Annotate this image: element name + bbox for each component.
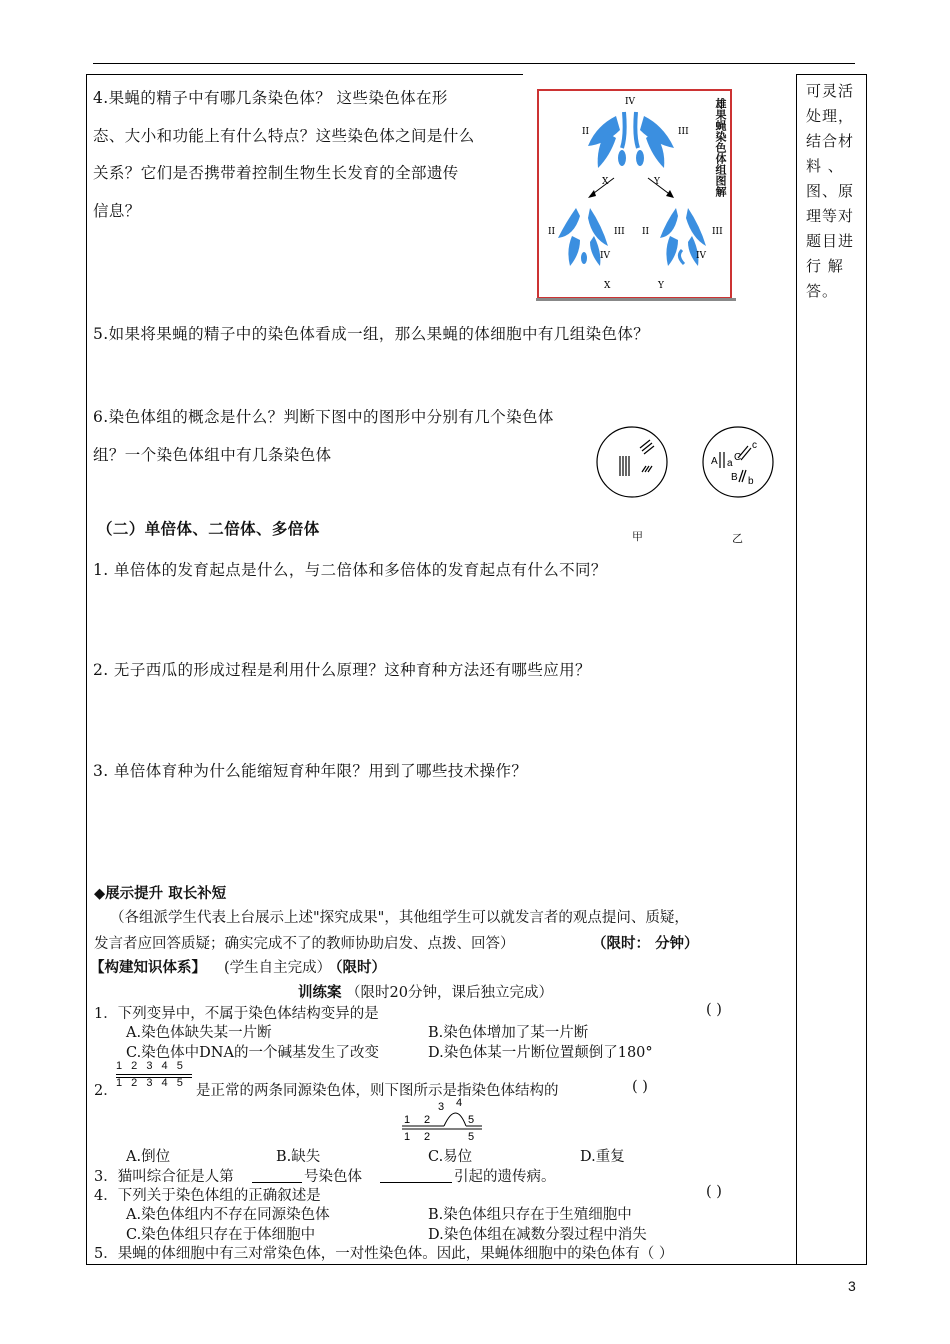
exercise-2-option-a: A.倒位 (126, 1149, 171, 1165)
q4-line-3: 关系？它们是否携带着控制生物生长发育的全部遗传 (93, 164, 459, 182)
build-time: （限时） (328, 959, 386, 976)
exercise-1-answer-paren: ( ) (706, 1002, 722, 1018)
gene-C: C (734, 452, 742, 463)
gene-b: b (748, 476, 754, 487)
pair-top-numbers: 1 2 3 4 5 (116, 1060, 186, 1072)
exercise-1-option-b: B.染色体增加了某一片断 (428, 1025, 589, 1041)
training-note: （限时20分钟，课后独立完成） (346, 985, 553, 1001)
display-line-1: （各组派学生代表上台展示上述"探究成果"，其他组学生可以就发言者的观点提问、质疑， (110, 910, 689, 926)
section-2-title: （二）单倍体、二倍体、多倍体 (97, 519, 320, 538)
fig1-vertical-title: 雄果蝇染色体组图解 (714, 98, 727, 197)
sidebar-line-3: 结合材 (806, 132, 855, 150)
gene-c: c (752, 440, 757, 451)
table-bottom-border (86, 1264, 867, 1265)
q4-line-2: 态、大小和功能上有什么特点？这些染色体之间是什么 (93, 127, 475, 145)
build-note: (学生自主完成） (224, 960, 332, 976)
exercise-3-blank-1 (252, 1182, 302, 1183)
exercise-1-stem: 1．下列变异中，不属于染色体结构变异的是 (94, 1006, 379, 1022)
exercise-3-blank-2 (380, 1182, 452, 1183)
fig1-label-4: Y (654, 177, 660, 187)
table-right-border (866, 74, 867, 1264)
sidebar-line-8: 行 解 (806, 257, 844, 275)
fig1-label-6: III (614, 227, 625, 237)
page-number: 3 (848, 1278, 856, 1294)
q6-line-1: 6.染色体组的概念是什么？判断下图中的图形中分别有几个染色体 (93, 408, 554, 426)
display-title: ◆展示提升 取长补短 (94, 885, 227, 902)
exercise-2-option-c: C.易位 (428, 1149, 473, 1165)
exercise-1-option-d: D.染色体某一片断位置颠倒了180° (428, 1045, 653, 1061)
fig1-label-12: Y (658, 281, 664, 291)
fig-bottom-2: 2 (424, 1131, 431, 1142)
fig-top-4: 4 (456, 1097, 463, 1109)
q6-line-2: 组？一个染色体组中有几条染色体 (93, 446, 332, 464)
exercise-2-number: 2． (94, 1083, 118, 1099)
sidebar-line-2: 处理， (806, 107, 855, 125)
exercise-2-chromosome-pair (116, 1060, 196, 1096)
exercise-5-stem: 5．果蝇的体细胞中有三对常染色体，一对性染色体。因此，果蝇体细胞中的染色体有（ ） (94, 1246, 674, 1262)
fig1-label-10: IV (696, 251, 707, 261)
cell-jia-label: 甲 (632, 530, 643, 543)
gene-B: B (731, 472, 738, 483)
cells-diagram-svg (592, 420, 788, 548)
fig1-label-2: III (678, 127, 689, 137)
fig1-label-11: X (604, 281, 611, 291)
exercise-2-structure-figure (400, 1096, 490, 1142)
exercise-2-option-b: B.缺失 (276, 1149, 321, 1165)
fig-top-5: 5 (468, 1114, 475, 1126)
fig-top-3: 3 (438, 1101, 445, 1113)
exercise-4-stem: 4．下列关于染色体组的正确叙述是 (94, 1188, 321, 1204)
top-header-rule (93, 63, 855, 64)
exercise-4-answer-paren: ( ) (706, 1184, 722, 1200)
fig1-label-0: IV (625, 97, 636, 107)
fig-top-2: 2 (424, 1114, 431, 1126)
exercise-3-part-3: 引起的遗传病。 (454, 1169, 556, 1185)
gene-a: a (727, 458, 733, 469)
loop-diagram-svg (400, 1096, 490, 1142)
fig1-label-5: II (548, 227, 556, 237)
exercise-2-answer-paren: ( ) (632, 1079, 648, 1095)
sidebar-line-5: 图、原 (806, 182, 855, 200)
exercise-1-option-a: A.染色体缺失某一片断 (126, 1025, 272, 1041)
training-title: 训练案 (298, 984, 342, 1001)
fig1-label-3: X (602, 177, 609, 187)
exercise-3-part-2: 号染色体 (304, 1169, 362, 1185)
fig1-label-1: II (582, 127, 590, 137)
exercise-3-part-1: 3．猫叫综合征是人第 (94, 1169, 234, 1185)
table-left-border (86, 74, 87, 1264)
question-5: 5.如果将果蝇的精子中的染色体看成一组，那么果蝇的体细胞中有几组染色体？ (93, 325, 650, 343)
sidebar-line-1: 可灵活 (806, 82, 855, 100)
fig-top-1: 1 (404, 1114, 411, 1126)
table-top-border-right (796, 74, 866, 75)
fig1-label-8: II (642, 227, 650, 237)
cell-jia-circle (597, 427, 667, 497)
exercise-2-stem: 是正常的两条同源染色体，则下图所示是指染色体结构的 (196, 1083, 559, 1099)
gene-A: A (711, 456, 718, 467)
section-2-question-1: 1. 单倍体的发育起点是什么，与二倍体和多倍体的发育起点有什么不同？ (93, 561, 607, 579)
table-top-border-left (86, 74, 523, 75)
exercise-1-option-c: C.染色体中DNA的一个碱基发生了改变 (126, 1045, 379, 1061)
cell-yi-label: 乙 (732, 532, 743, 545)
sidebar-line-7: 题目进 (806, 232, 855, 250)
q4-line-4: 信息？ (93, 202, 141, 220)
display-time: （限时： 分钟） (592, 935, 699, 952)
q4-line-1: 4.果蝇的精子中有哪几条染色体？ 这些染色体在形 (93, 89, 448, 107)
display-line-2: 发言者应回答质疑；确实完成不了的教师协助启发、点拨、回答） (94, 936, 515, 952)
section-2-question-2: 2. 无子西瓜的形成过程是利用什么原理？这种育种方法还有哪些应用？ (93, 661, 591, 679)
exercise-4-option-c: C.染色体组只存在于体细胞中 (126, 1227, 316, 1243)
pair-top-line (116, 1074, 192, 1075)
section-2-question-3: 3. 单倍体育种为什么能缩短育种年限？用到了哪些技术操作？ (93, 762, 528, 780)
fig-bottom-5: 5 (468, 1131, 475, 1142)
fig1-label-9: III (712, 227, 723, 237)
chromosome-diagram-svg (536, 86, 736, 302)
exercise-4-option-b: B.染色体组只存在于生殖细胞中 (428, 1207, 632, 1223)
fig-bottom-1: 1 (404, 1131, 411, 1142)
build-title: 【构建知识体系】 (90, 959, 206, 976)
chromosome-set-figure (592, 420, 788, 548)
table-divider (796, 74, 797, 1264)
fig1-label-7: IV (600, 251, 611, 261)
exercise-2-option-d: D.重复 (580, 1149, 625, 1165)
fruit-fly-chromosome-figure (536, 86, 736, 302)
sidebar-line-6: 理等对 (806, 207, 855, 225)
exercise-4-option-a: A.染色体组内不存在同源染色体 (126, 1207, 330, 1223)
exercise-4-option-d: D.染色体组在减数分裂过程中消失 (428, 1227, 647, 1243)
cell-jia-chromosomes (620, 440, 654, 476)
sidebar-line-9: 答。 (806, 282, 839, 300)
pair-bottom-numbers: 1 2 3 4 5 (116, 1077, 186, 1089)
sidebar-line-4: 料 、 (806, 157, 844, 175)
